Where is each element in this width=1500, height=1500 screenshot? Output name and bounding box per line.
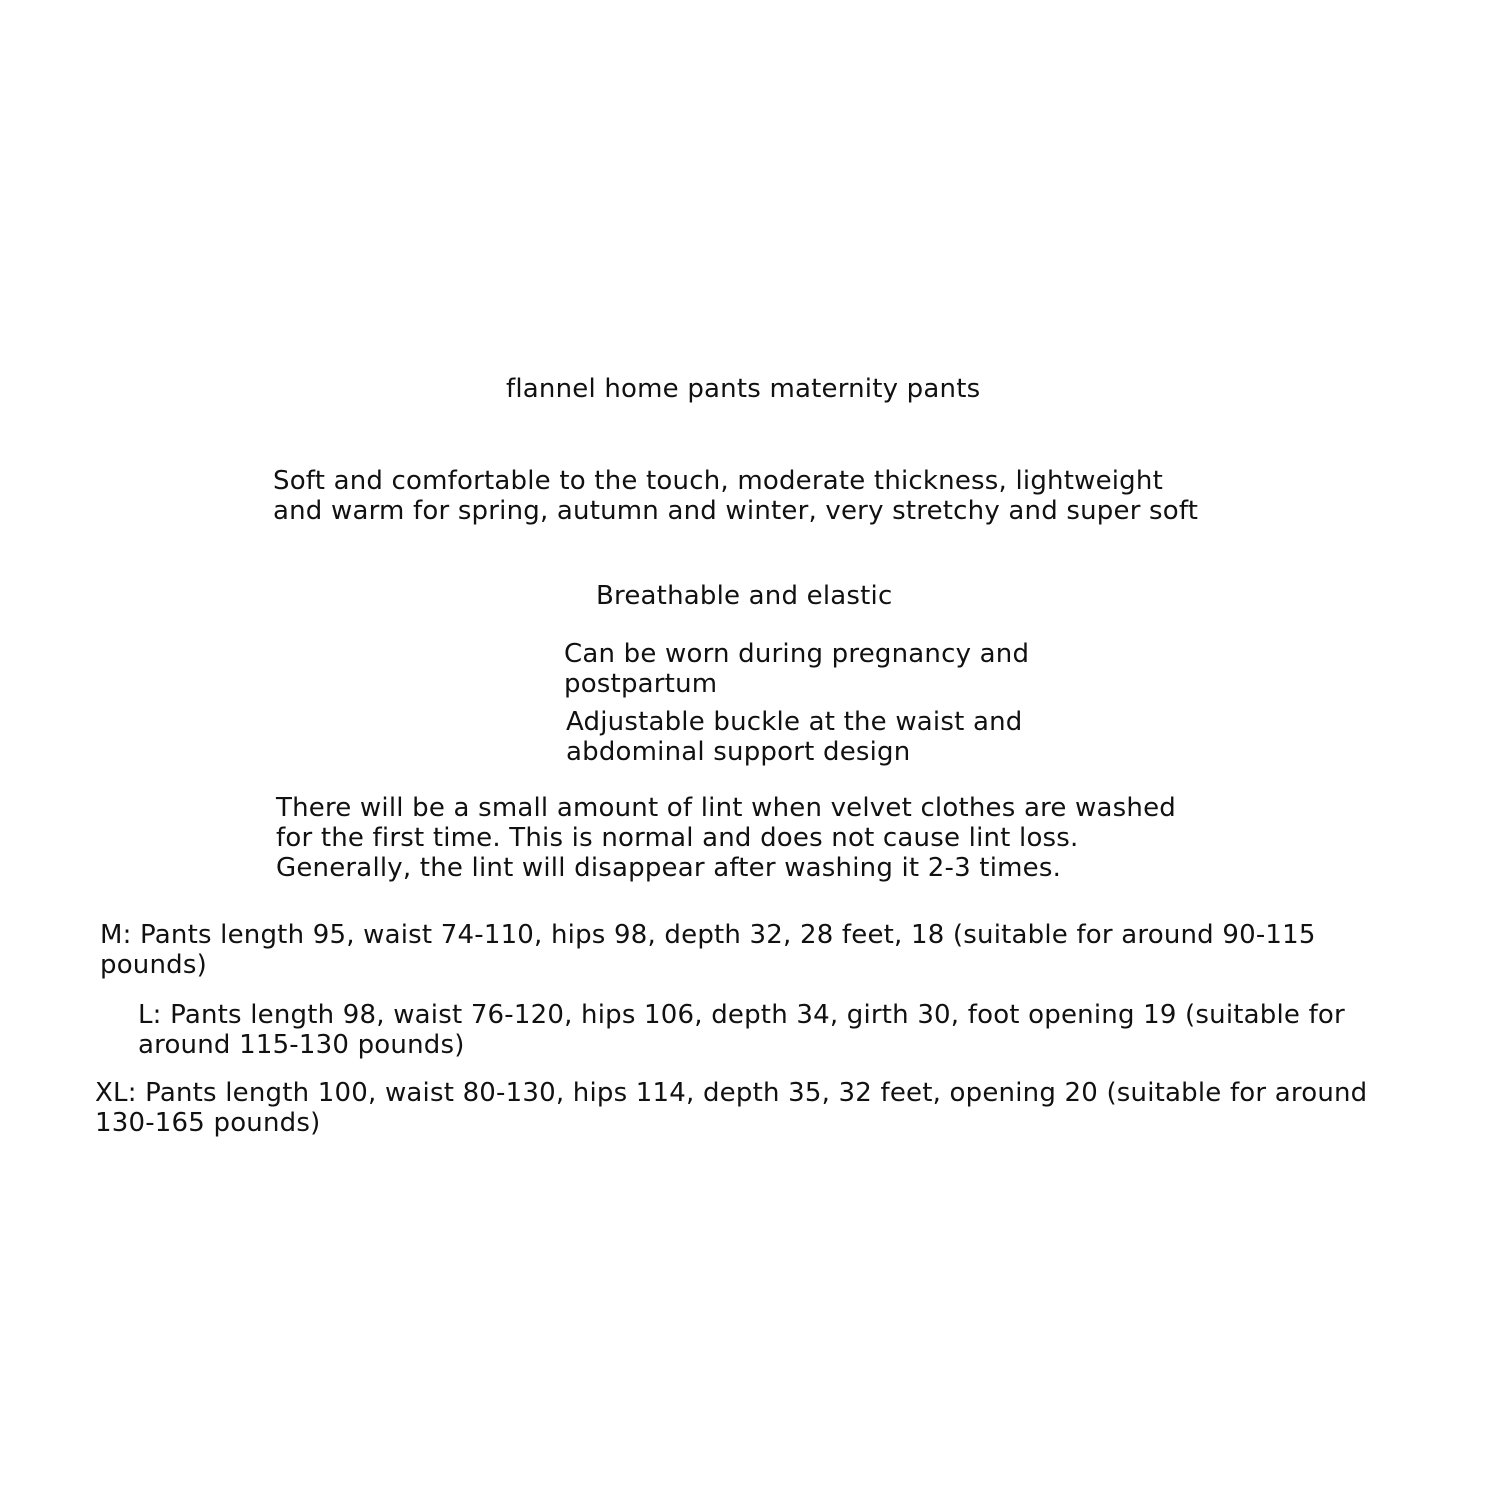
lint-note-line-3: Generally, the lint will disappear after washing it 2-3 times. [276,853,1062,883]
intro-text [273,466,1198,526]
size-xl [95,1078,1367,1138]
intro-line-1: Soft and comfortable to the touch, moderate thickness, lightweight [273,466,1163,496]
feature-pregnancy-line-1: Can be worn during pregnancy and [564,639,1030,669]
size-l-line-2: around 115-130 pounds) [138,1030,465,1060]
size-m [100,920,1316,980]
size-m-line-2: pounds) [100,950,207,980]
size-l [138,1000,1345,1060]
lint-note-line-1: There will be a small amount of lint when velvet clothes are washed [276,793,1176,823]
intro-line-2: and warm for spring, autumn and winter, very stretchy and super soft [273,496,1199,526]
feature-breathable: Breathable and elastic [596,581,893,611]
size-xl-line-2: 130-165 pounds) [95,1108,321,1138]
size-l-line-1: L: Pants length 98, waist 76-120, hips 106, depth 34, girth 30, foot opening 19 (suitable for [138,1000,1345,1030]
feature-buckle [566,707,1022,767]
size-xl-line-1: XL: Pants length 100, waist 80-130, hips 114, depth 35, 32 feet, opening 20 (suitable for around [95,1078,1368,1108]
lint-note [276,793,1176,883]
size-m-line-1: M: Pants length 95, waist 74-110, hips 98, depth 32, 28 feet, 18 (suitable for around 90-115 [100,920,1316,950]
lint-note-line-2: for the first time. This is normal and does not cause lint loss. [276,823,1079,853]
feature-pregnancy-line-2: postpartum [564,669,718,699]
feature-buckle-line-1: Adjustable buckle at the waist and [566,707,1023,737]
feature-buckle-line-2: abdominal support design [566,737,911,767]
feature-pregnancy [564,639,1029,699]
page-title: flannel home pants maternity pants [506,374,981,404]
